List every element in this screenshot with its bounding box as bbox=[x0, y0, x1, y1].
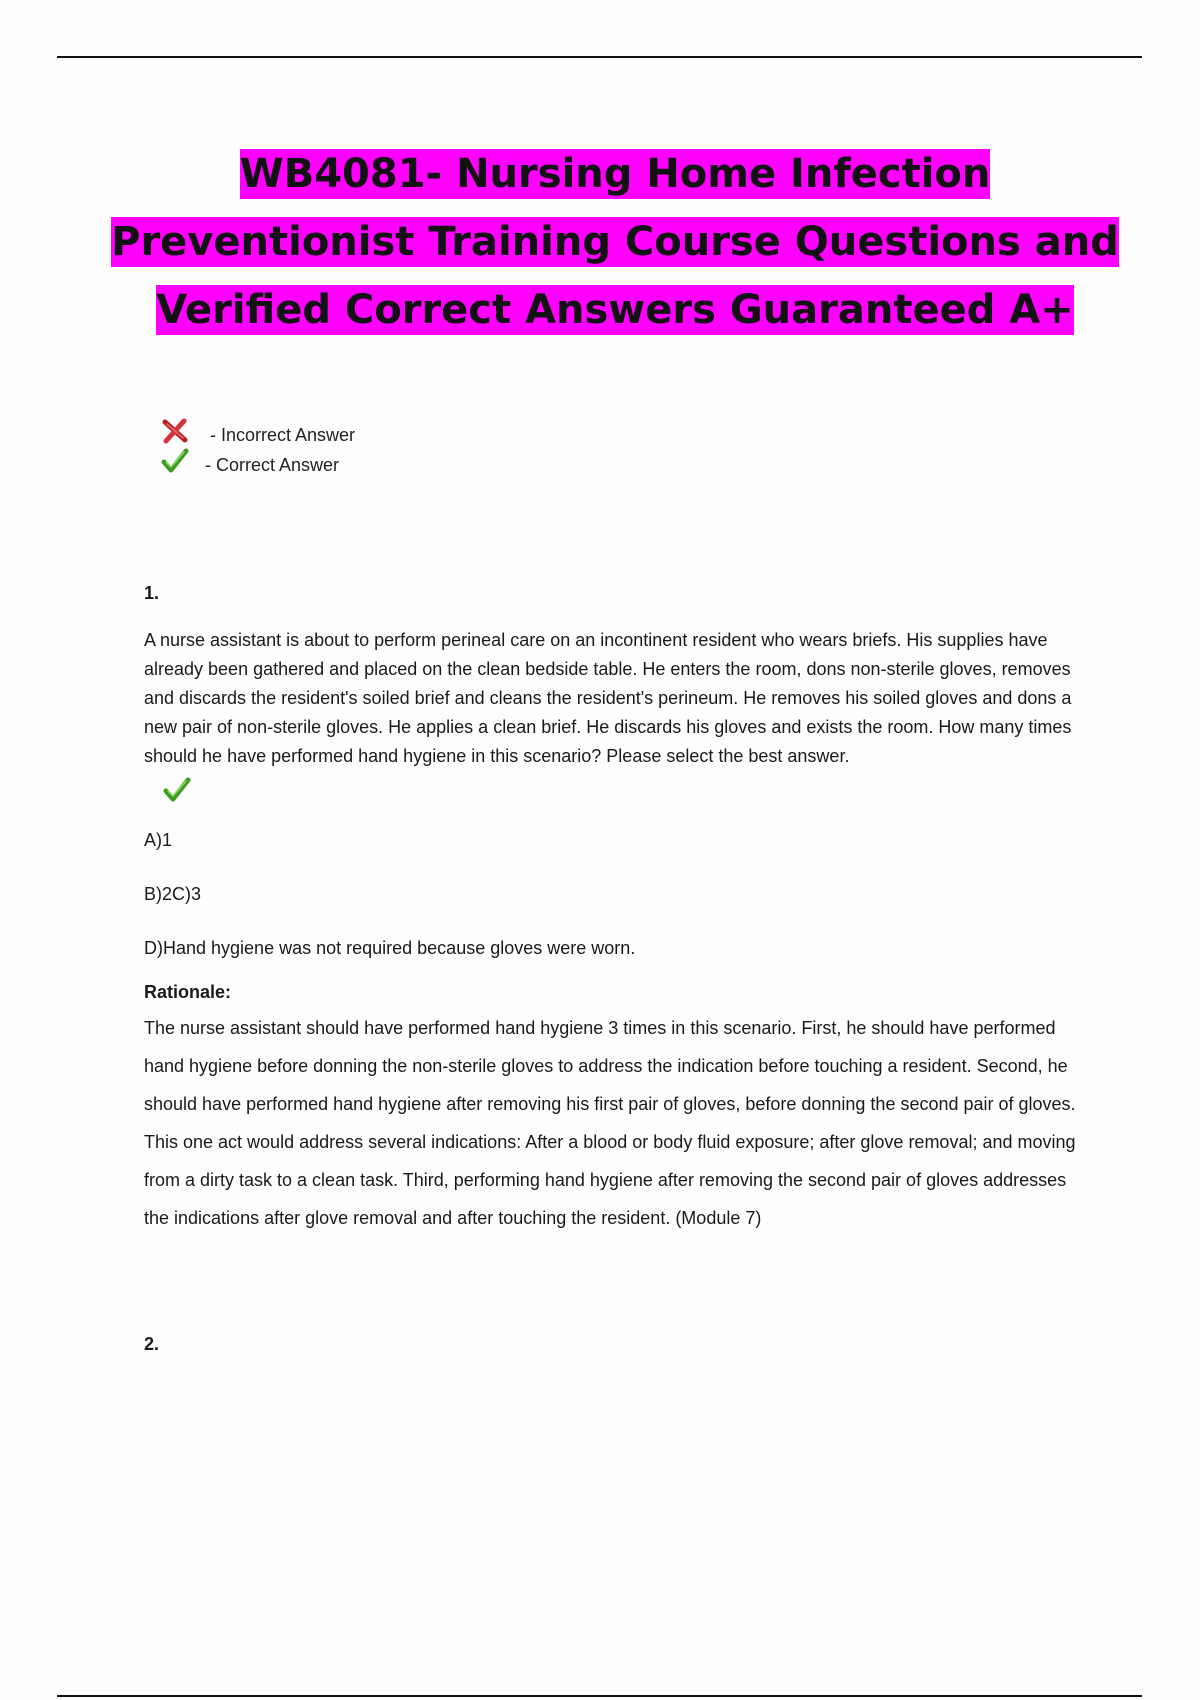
legend-correct-label: - Correct Answer bbox=[205, 455, 340, 475]
title-line-3: Verified Correct Answers Guaranteed A+ bbox=[156, 287, 1074, 333]
document-title bbox=[100, 140, 1130, 344]
legend-incorrect-label: - Incorrect Answer bbox=[210, 425, 356, 445]
rationale-text: The nurse assistant should have performed hand hygiene 3 times in this scenario. First, he should have performed hand hygiene before donning the non-sterile gloves to address the indication before touching a resident. Second, he should have performed hand hygiene after removing his first pair of gloves, before donning the second pair of gloves. This one act would address several indications: After a blood or body fluid exposure; after glove removal; and moving from a dirty task to a clean task. Third, performing hand hygiene after removing the second pair of gloves addresses the indications after glove removal and after touching the resident. (Module 7) bbox=[144, 1018, 1076, 1228]
red-x-icon bbox=[160, 416, 190, 446]
green-check-icon bbox=[162, 775, 192, 805]
question-2-number: 2. bbox=[144, 1334, 160, 1354]
green-check-icon bbox=[160, 446, 190, 476]
question-1-number: 1. bbox=[144, 583, 160, 603]
bottom-divider bbox=[57, 1695, 1142, 1697]
question-1-option-b: B)2C)3 bbox=[144, 884, 202, 904]
question-1-option-a: A)1 bbox=[144, 830, 173, 850]
question-1-option-d: D)Hand hygiene was not required because gloves were worn. bbox=[144, 938, 636, 958]
top-divider bbox=[57, 56, 1142, 58]
questions-section bbox=[144, 582, 1094, 1355]
question-1-text: A nurse assistant is about to perform perineal care on an incontinent resident who wears briefs. His supplies have already been gathered and placed on the clean bedside table. He enters the room, dons non-sterile gloves, removes and discards the resident's soiled brief and cleans the resident's perineum. He removes his soiled gloves and dons a new pair of non-sterile gloves. He applies a clean brief. He discards his gloves and exists the room. How many times should he have performed hand hygiene in this scenario? Please select the best answer. bbox=[144, 630, 1072, 766]
title-line-2: Preventionist Training Course Questions and bbox=[111, 219, 1119, 265]
rationale-label: Rationale: bbox=[144, 982, 232, 1002]
title-line-1: WB4081- Nursing Home Infection bbox=[239, 151, 991, 197]
